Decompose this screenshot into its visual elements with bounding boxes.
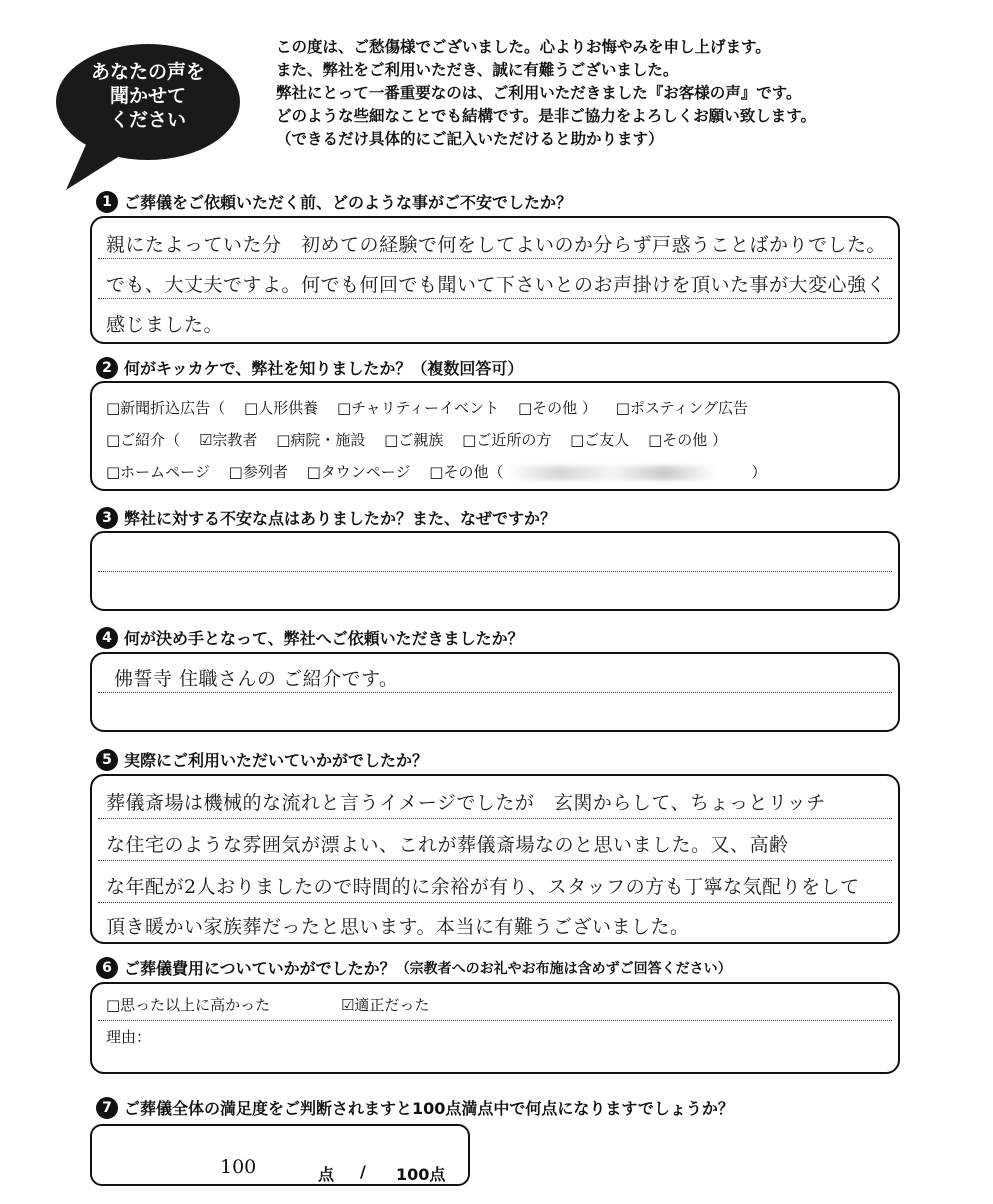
ruled-line <box>98 1020 892 1021</box>
checkbox-neighbors[interactable]: □ご近所の方 <box>462 431 552 449</box>
question-3-heading <box>96 506 556 529</box>
intro-line: どのような些細なことでも結構です。是非ご協力をよろしくお願い致します。 <box>276 107 817 125</box>
answer-box-2 <box>90 381 900 491</box>
question-2-heading <box>96 356 523 379</box>
answer-box-1[interactable] <box>90 216 900 344</box>
bubble-line: ください <box>109 109 186 131</box>
question-number-badge: 2 <box>96 357 118 379</box>
answer-box-6 <box>90 982 900 1074</box>
answer-box-4[interactable] <box>90 652 900 732</box>
score-slash: / <box>360 1162 366 1181</box>
ruled-line <box>98 818 892 819</box>
checkbox-attendee[interactable]: □参列者 <box>228 463 288 481</box>
handwritten-answer: でも、大丈夫ですよ。何でも何回でも聞いて下さいとのお声掛けを頂いた事が大変心強く <box>106 274 887 296</box>
question-text: 何が決め手となって、弊社へご依頼いただきましたか？ <box>124 629 524 648</box>
redacted-text <box>507 466 717 480</box>
bubble-line: あなたの声を <box>90 61 205 83</box>
question-number-badge: 3 <box>96 507 118 529</box>
question-number-badge: 5 <box>96 749 118 771</box>
question-text: ご葬儀全体の満足度をご判断されますと100点満点中で何点になりますでしょうか？ <box>124 1099 734 1118</box>
question-5-heading <box>96 748 428 771</box>
question-7-heading <box>96 1096 734 1119</box>
question-number-badge: 1 <box>96 191 118 213</box>
checkbox-reasonable[interactable]: ☑適正だった <box>340 996 430 1014</box>
ruled-line <box>98 298 892 299</box>
question-text: 弊社に対する不安な点はありましたか？また、なぜですか？ <box>124 509 557 528</box>
question-text: ご葬儀費用についていかがでしたか？ <box>124 959 396 978</box>
checkbox-hospital[interactable]: □病院・施設 <box>276 431 366 449</box>
checkbox-religious-leader[interactable]: ☑宗教者 <box>198 431 258 449</box>
handwritten-score: 100 <box>220 1156 257 1178</box>
question-note: （宗教者へのお礼やお布施は含めずご回答ください） <box>395 960 732 977</box>
checkbox-posting-ad[interactable]: □ポスティング広告 <box>615 399 749 417</box>
intro-line: また、弊社をご利用いただき、誠に有難うございました。 <box>276 61 679 79</box>
intro-line: （できるだけ具体的にご記入いただけると助かります） <box>276 130 664 148</box>
bubble-heading <box>64 60 232 132</box>
intro-text <box>276 36 976 151</box>
options-row-1 <box>106 397 762 418</box>
ruled-line <box>98 692 892 693</box>
cost-options <box>106 994 429 1015</box>
score-unit: 点 <box>318 1165 335 1184</box>
options-row-3 <box>106 461 766 482</box>
intro-line: この度は、ご愁傷様でございました。心よりお悔やみを申し上げます。 <box>276 38 771 56</box>
question-number-badge: 4 <box>96 627 118 649</box>
ruled-line <box>98 571 892 572</box>
handwritten-answer: な住宅のような雰囲気が漂よい、これが葬儀斎場なのと思いました。又、高齢 <box>106 834 789 856</box>
checkbox-friends[interactable]: □ご友人 <box>570 431 630 449</box>
checkbox-homepage[interactable]: □ホームページ <box>106 463 210 481</box>
checkbox-other-1[interactable]: □その他 ） <box>517 399 597 417</box>
options-row-2 <box>106 429 741 450</box>
score-max: 100点 <box>396 1165 446 1184</box>
bubble-line: 聞かせて <box>109 85 186 107</box>
answer-box-3[interactable] <box>90 531 900 611</box>
handwritten-answer: 葬儀斎場は機械的な流れと言うイメージでしたが 玄関からして、ちょっとリッチ <box>106 792 826 814</box>
checkbox-referral[interactable]: □ご紹介（ <box>106 431 181 449</box>
intro-line: 弊社にとって一番重要なのは、ご利用いただきました『お客様の声』です。 <box>276 84 802 102</box>
ruled-line <box>98 860 892 861</box>
question-number-badge: 6 <box>96 957 118 979</box>
reason-label: 理由： <box>106 1028 152 1046</box>
paren-close: ） <box>751 463 767 481</box>
ruled-line <box>98 258 892 259</box>
handwritten-answer: 頂き暖かい家族葬だったと思います。本当に有難うございました。 <box>106 916 690 938</box>
question-1-heading <box>96 190 572 213</box>
checkbox-relatives[interactable]: □ご親族 <box>384 431 444 449</box>
handwritten-answer: な年配が2人おりましたので時間的に余裕が有り、スタッフの方も丁寧な気配りをして <box>106 876 860 898</box>
answer-box-5[interactable] <box>90 774 900 944</box>
question-6-heading <box>96 956 732 979</box>
handwritten-answer: 佛誓寺 住職さんの ご紹介です。 <box>114 668 399 690</box>
checkbox-too-expensive[interactable]: □思った以上に高かった <box>106 996 271 1014</box>
checkbox-charity-event[interactable]: □チャリティーイベント <box>336 399 500 417</box>
question-text: 何がキッカケで、弊社を知りましたか？（複数回答可） <box>124 359 524 378</box>
question-4-heading <box>96 626 524 649</box>
question-number-badge: 7 <box>96 1097 118 1119</box>
checkbox-town-page[interactable]: □タウンページ <box>306 463 411 481</box>
score-box[interactable] <box>90 1124 470 1186</box>
checkbox-other-2[interactable]: □その他 ） <box>648 431 728 449</box>
checkbox-doll-memorial[interactable]: □人形供養 <box>243 399 319 417</box>
checkbox-newspaper[interactable]: □新聞折込広告（ <box>106 399 226 417</box>
question-text: ご葬儀をご依頼いただく前、どのような事がご不安でしたか？ <box>124 193 573 212</box>
question-text: 実際にご利用いただいていかがでしたか？ <box>124 751 429 770</box>
handwritten-answer: 感じました。 <box>106 314 224 336</box>
handwritten-answer: 親にたよっていた分 初めての経験で何をしてよいのか分らず戸惑うことばかりでした。 <box>106 234 887 256</box>
checkbox-other-3[interactable]: □その他（ <box>429 463 504 481</box>
ruled-line <box>98 902 892 903</box>
